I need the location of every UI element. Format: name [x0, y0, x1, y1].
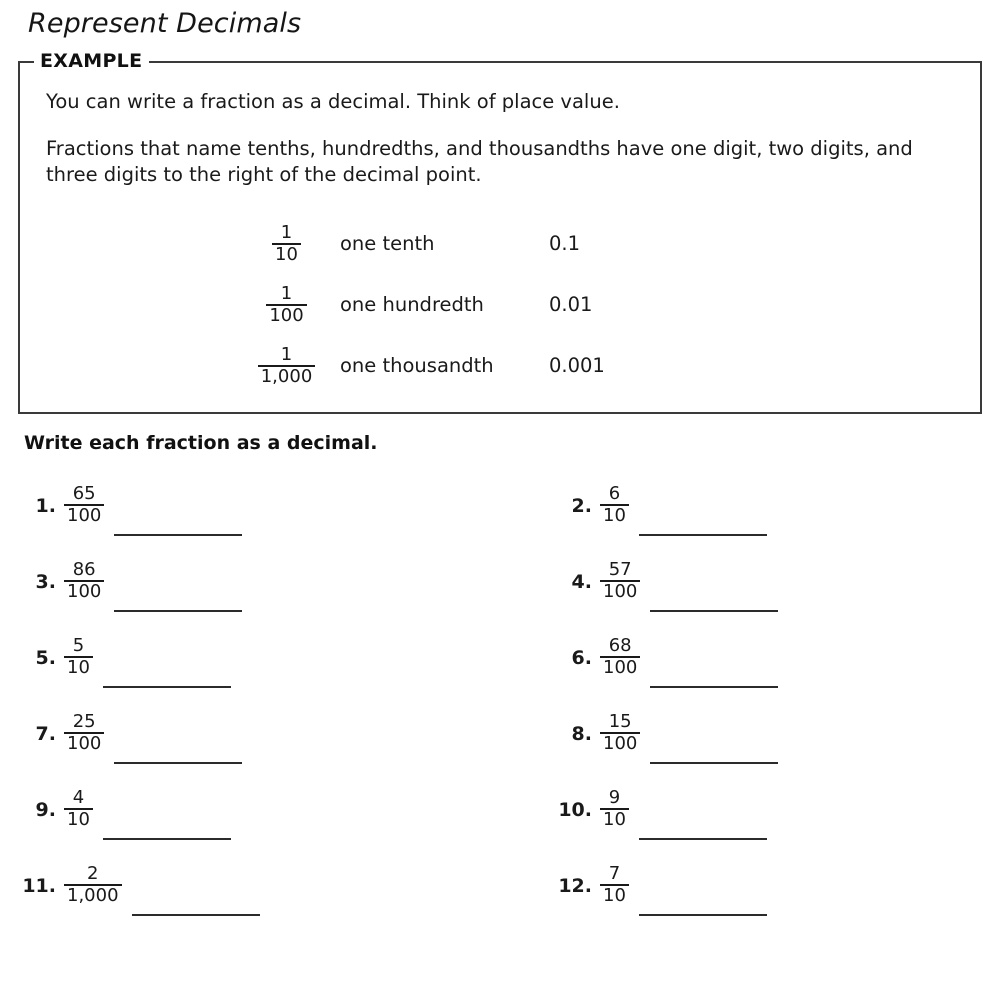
fraction [64, 637, 93, 677]
answer-blank[interactable] [114, 508, 242, 536]
answer-blank[interactable] [650, 660, 778, 688]
fraction-denominator: 10 [275, 243, 298, 265]
problem-number: 9. [35, 799, 56, 822]
fraction-numerator: 1 [280, 282, 293, 304]
fraction-denominator: 1,000 [67, 885, 119, 907]
fraction-numerator: 7 [608, 863, 621, 885]
answer-blank[interactable] [114, 584, 242, 612]
fraction-denominator: 100 [269, 304, 304, 326]
problem-item [518, 848, 1000, 924]
fraction-denominator: 100 [603, 657, 638, 679]
fraction [64, 865, 122, 905]
fraction-numerator: 15 [608, 711, 632, 733]
answer-blank[interactable] [650, 736, 778, 764]
directions: Write each fraction as a decimal. [24, 432, 378, 455]
problem-number: 2. [571, 495, 592, 518]
fraction [64, 561, 104, 601]
fraction [600, 561, 640, 601]
place-value-decimal: 0.1 [549, 232, 581, 256]
answer-blank[interactable] [650, 584, 778, 612]
problem-item [18, 544, 518, 620]
problem-item [18, 848, 518, 924]
problem-item [18, 772, 518, 848]
fraction-numerator: 57 [608, 559, 632, 581]
fraction-numerator: 1 [280, 343, 293, 365]
problem-item [518, 544, 1000, 620]
problem-number: 1. [35, 495, 56, 518]
example-line-2: Fractions that name tenths, hundredths, and thousandths have one digit, two digits, and three digits to the right of the decimal point. [46, 137, 913, 186]
fraction-numerator: 9 [608, 787, 621, 809]
fraction-numerator: 6 [608, 483, 621, 505]
fraction [64, 789, 93, 829]
place-value-name: one thousandth [340, 354, 494, 378]
place-value-row [239, 274, 956, 335]
problem-number: 6. [571, 647, 592, 670]
fraction [64, 713, 104, 753]
fraction [239, 221, 334, 265]
place-value-decimal: 0.001 [549, 354, 605, 378]
answer-blank[interactable] [639, 508, 767, 536]
answer-blank[interactable] [639, 812, 767, 840]
problem-number: 8. [571, 723, 592, 746]
fraction-denominator: 10 [67, 809, 90, 831]
fraction-denominator: 100 [603, 581, 638, 603]
problem-item [518, 696, 1000, 772]
fraction [600, 637, 640, 677]
fraction-denominator: 1,000 [260, 365, 313, 387]
fraction-numerator: 65 [72, 483, 96, 505]
place-value-name: one hundredth [340, 293, 484, 317]
problem-number: 12. [558, 875, 592, 898]
fraction-numerator: 2 [87, 863, 99, 885]
problem-number: 5. [35, 647, 56, 670]
fraction [600, 713, 640, 753]
fraction [600, 789, 629, 829]
example-line-1: You can write a fraction as a decimal. Think of place value. [46, 90, 620, 113]
example-legend: EXAMPLE [34, 50, 149, 72]
fraction-denominator: 100 [67, 505, 102, 527]
fraction-denominator: 100 [603, 733, 638, 755]
place-value-row [239, 335, 956, 396]
fraction [64, 485, 104, 525]
problem-item [518, 468, 1000, 544]
fraction-numerator: 25 [72, 711, 96, 733]
fraction-denominator: 10 [603, 809, 626, 831]
fraction [600, 865, 629, 905]
fraction-denominator: 10 [603, 505, 626, 527]
problem-item [18, 696, 518, 772]
fraction-numerator: 1 [280, 221, 293, 243]
problem-item [18, 620, 518, 696]
fraction-denominator: 100 [67, 581, 102, 603]
fraction-numerator: 4 [72, 787, 85, 809]
fraction-numerator: 68 [608, 635, 632, 657]
fraction [600, 485, 629, 525]
place-value-decimal: 0.01 [549, 293, 593, 317]
place-value-row [239, 213, 956, 274]
problem-item [518, 772, 1000, 848]
problem-number: 3. [35, 571, 56, 594]
fraction-denominator: 10 [603, 885, 626, 907]
answer-blank[interactable] [114, 736, 242, 764]
fraction-numerator: 5 [72, 635, 85, 657]
place-value-name: one tenth [340, 232, 435, 256]
problem-number: 11. [22, 875, 56, 898]
answer-blank[interactable] [132, 888, 260, 916]
answer-blank[interactable] [103, 660, 231, 688]
fraction-denominator: 100 [67, 733, 102, 755]
problem-number: 7. [35, 723, 56, 746]
fraction [239, 282, 334, 326]
problem-item [518, 620, 1000, 696]
problem-item [18, 468, 518, 544]
problems-grid [18, 468, 982, 924]
place-value-table [239, 213, 956, 396]
example-box [18, 50, 982, 414]
fraction [239, 343, 334, 387]
answer-blank[interactable] [639, 888, 767, 916]
problem-number: 10. [558, 799, 592, 822]
answer-blank[interactable] [103, 812, 231, 840]
problem-number: 4. [571, 571, 592, 594]
worksheet-page [0, 8, 1000, 996]
fraction-denominator: 10 [67, 657, 90, 679]
fraction-numerator: 86 [72, 559, 96, 581]
page-title: Represent Decimals [28, 8, 302, 39]
